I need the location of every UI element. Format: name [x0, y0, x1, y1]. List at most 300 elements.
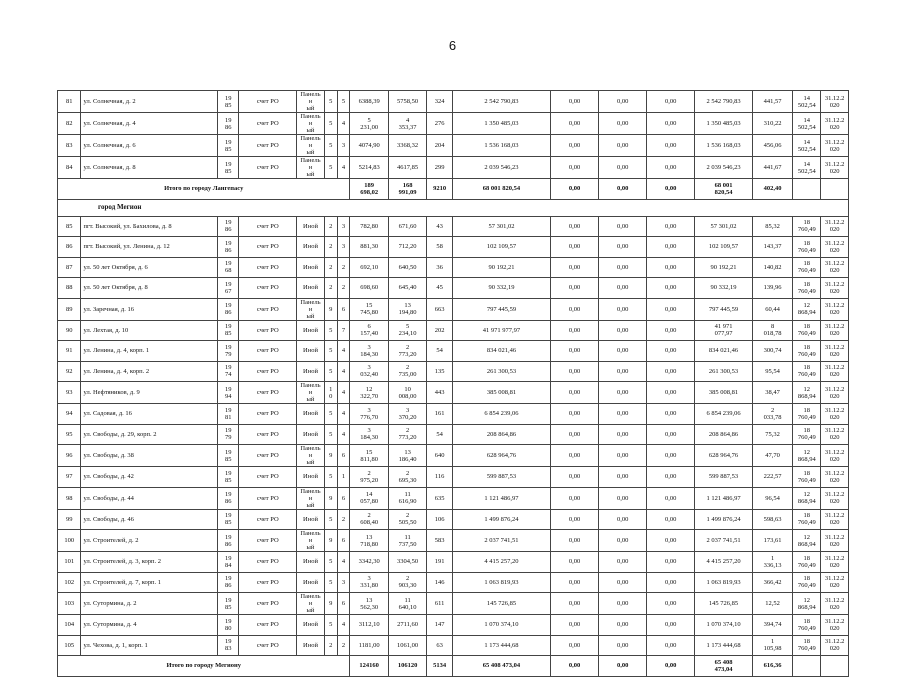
- table-cell: 9: [324, 593, 337, 615]
- table-cell: 6: [337, 487, 350, 509]
- table-cell: 54: [427, 341, 453, 362]
- table-cell: 2 039 546,23: [452, 157, 550, 179]
- table-cell: 5: [324, 341, 337, 362]
- table-cell: 0,00: [599, 382, 647, 404]
- table-cell: 5: [324, 467, 337, 488]
- table-cell: 139,96: [752, 278, 793, 299]
- table-cell: 95,54: [752, 361, 793, 382]
- table-row: [58, 257, 849, 278]
- table-cell: 31.12.2 020: [821, 445, 849, 467]
- table-row: [58, 157, 849, 179]
- table-cell: 90: [58, 320, 81, 341]
- table-cell: 9: [324, 298, 337, 320]
- table-cell: 145 726,85: [452, 593, 550, 615]
- table-cell: 31.12.2 020: [821, 113, 849, 135]
- table-cell: 3 370,20: [388, 404, 426, 425]
- table-cell: 12 868,94: [793, 593, 821, 615]
- table-cell: 161: [427, 404, 453, 425]
- table-cell: 43: [427, 216, 453, 237]
- table-cell: 12 868,94: [793, 298, 821, 320]
- table-cell: 0,00: [647, 361, 695, 382]
- table-row: [58, 572, 849, 593]
- table-cell: 89: [58, 298, 81, 320]
- table-cell: 19 84: [218, 552, 239, 573]
- table-cell: 102 109,57: [695, 237, 753, 258]
- table-cell: 5: [324, 157, 337, 179]
- table-cell: 102 109,57: [452, 237, 550, 258]
- total-cell: 0,00: [647, 179, 695, 200]
- table-cell: 2 773,20: [388, 424, 426, 445]
- table-cell: 18 760,49: [793, 635, 821, 656]
- table-cell: 0,00: [599, 424, 647, 445]
- table-row: [58, 635, 849, 656]
- total-cell: 65 408 473,04: [452, 656, 550, 677]
- total-cell: 68 001 820,54: [695, 179, 753, 200]
- table-cell: 5758,50: [388, 91, 426, 113]
- table-cell: 2 037 741,51: [695, 530, 753, 552]
- table-cell: 1 350 485,03: [452, 113, 550, 135]
- table-cell: 18 760,49: [793, 552, 821, 573]
- table-cell: Панельн ый: [297, 530, 325, 552]
- table-cell: 300,74: [752, 341, 793, 362]
- table-cell: 385 008,81: [695, 382, 753, 404]
- table-cell: 0,00: [647, 530, 695, 552]
- table-cell: 2 542 790,83: [695, 91, 753, 113]
- table-cell: 1 499 876,24: [695, 509, 753, 530]
- table-cell: ул. Солнечная, д. 8: [81, 157, 218, 179]
- table-cell: 0,00: [599, 320, 647, 341]
- table-cell: 4074,90: [350, 135, 388, 157]
- table-cell: 0,00: [599, 572, 647, 593]
- table-cell: 13 718,80: [350, 530, 388, 552]
- table-cell: 299: [427, 157, 453, 179]
- table-cell: 12,52: [752, 593, 793, 615]
- table-cell: 628 964,76: [452, 445, 550, 467]
- table-cell: 1 063 819,93: [452, 572, 550, 593]
- table-cell: 18 760,49: [793, 216, 821, 237]
- table-cell: 834 021,46: [452, 341, 550, 362]
- table-body: [58, 91, 849, 677]
- table-cell: 3: [337, 237, 350, 258]
- table-row: [58, 320, 849, 341]
- table-cell: Иной: [297, 237, 325, 258]
- table-cell: 31.12.2 020: [821, 298, 849, 320]
- table-cell: 2 039 546,23: [695, 157, 753, 179]
- table-cell: 0,00: [647, 424, 695, 445]
- table-cell: 19 85: [218, 320, 239, 341]
- table-cell: Панельн ый: [297, 382, 325, 404]
- table-cell: 84: [58, 157, 81, 179]
- table-cell: 14 502,54: [793, 157, 821, 179]
- table-cell: счет РО: [239, 361, 297, 382]
- table-cell: 5: [324, 320, 337, 341]
- table-cell: 19 83: [218, 635, 239, 656]
- table-cell: 18 760,49: [793, 424, 821, 445]
- table-cell: 93: [58, 382, 81, 404]
- table-cell: 2: [337, 257, 350, 278]
- table-cell: 0,00: [599, 298, 647, 320]
- table-cell: 2: [324, 237, 337, 258]
- table-cell: 3 776,70: [350, 404, 388, 425]
- table-cell: 0,00: [647, 593, 695, 615]
- table-cell: 6: [337, 530, 350, 552]
- table-cell: Панельн ый: [297, 298, 325, 320]
- table-cell: 0,00: [599, 445, 647, 467]
- table-cell: 2 695,30: [388, 467, 426, 488]
- table-cell: 12 868,94: [793, 487, 821, 509]
- table-cell: 58: [427, 237, 453, 258]
- table-cell: счет РО: [239, 404, 297, 425]
- table-cell: 0,00: [599, 341, 647, 362]
- total-cell: 168 991,09: [388, 179, 426, 200]
- table-cell: 583: [427, 530, 453, 552]
- table-cell: Иной: [297, 572, 325, 593]
- total-cell: 616,36: [752, 656, 793, 677]
- table-cell: 31.12.2 020: [821, 341, 849, 362]
- table-cell: счет РО: [239, 487, 297, 509]
- table-cell: Иной: [297, 424, 325, 445]
- table-cell: пгт. Высокий, ул. Бахилова, д. 8: [81, 216, 218, 237]
- table-cell: 18 760,49: [793, 572, 821, 593]
- table-cell: 19 80: [218, 615, 239, 636]
- table-cell: 1 173 444,68: [452, 635, 550, 656]
- table-cell: 4: [337, 404, 350, 425]
- table-cell: 0,00: [647, 635, 695, 656]
- table-cell: 202: [427, 320, 453, 341]
- table-cell: 96: [58, 445, 81, 467]
- table-cell: Панельн ый: [297, 91, 325, 113]
- table-cell: 19 85: [218, 91, 239, 113]
- table-cell: Панельн ый: [297, 593, 325, 615]
- table-cell: 1 105,98: [752, 635, 793, 656]
- table-cell: 2 608,40: [350, 509, 388, 530]
- table-cell: 31.12.2 020: [821, 404, 849, 425]
- table-cell: 11 640,10: [388, 593, 426, 615]
- table-cell: 116: [427, 467, 453, 488]
- table-cell: 0,00: [647, 467, 695, 488]
- table-cell: 5: [324, 113, 337, 135]
- table-cell: 31.12.2 020: [821, 320, 849, 341]
- table-cell: 310,22: [752, 113, 793, 135]
- table-cell: Иной: [297, 341, 325, 362]
- total-cell: 0,00: [551, 179, 599, 200]
- table-cell: 11 616,90: [388, 487, 426, 509]
- table-cell: 5: [337, 91, 350, 113]
- table-cell: 19 94: [218, 382, 239, 404]
- table-cell: 11 737,50: [388, 530, 426, 552]
- table-cell: счет РО: [239, 635, 297, 656]
- table-cell: 635: [427, 487, 453, 509]
- table-cell: 31.12.2 020: [821, 157, 849, 179]
- total-cell: 0,00: [551, 656, 599, 677]
- table-cell: 83: [58, 135, 81, 157]
- table-cell: 0,00: [647, 237, 695, 258]
- table-cell: 18 760,49: [793, 278, 821, 299]
- table-cell: 443: [427, 382, 453, 404]
- table-cell: 31.12.2 020: [821, 615, 849, 636]
- table-cell: 0,00: [599, 257, 647, 278]
- table-cell: 12 322,70: [350, 382, 388, 404]
- table-cell: 31.12.2 020: [821, 135, 849, 157]
- table-cell: ул. Солнечная, д. 4: [81, 113, 218, 135]
- total-label: Итого по городу Мегиону: [58, 656, 350, 677]
- total-cell: 0,00: [599, 656, 647, 677]
- table-cell: счет РО: [239, 530, 297, 552]
- table-row: [58, 237, 849, 258]
- table-cell: 0,00: [551, 135, 599, 157]
- table-cell: 0,00: [551, 615, 599, 636]
- table-cell: 18 760,49: [793, 361, 821, 382]
- table-cell: 797 445,59: [452, 298, 550, 320]
- table-cell: 10 008,00: [388, 382, 426, 404]
- table-cell: 87: [58, 257, 81, 278]
- table-cell: 191: [427, 552, 453, 573]
- table-row: [58, 487, 849, 509]
- table-cell: 3112,10: [350, 615, 388, 636]
- table-cell: 640,50: [388, 257, 426, 278]
- table-cell: ул. 50 лет Октября, д. 6: [81, 257, 218, 278]
- table-cell: счет РО: [239, 157, 297, 179]
- total-cell: [793, 656, 821, 677]
- table-cell: 0,00: [551, 635, 599, 656]
- table-cell: Иной: [297, 404, 325, 425]
- table-cell: 0,00: [551, 509, 599, 530]
- table-cell: 0,00: [647, 445, 695, 467]
- table-row: [58, 135, 849, 157]
- table-cell: 2 505,50: [388, 509, 426, 530]
- table-cell: 0,00: [551, 467, 599, 488]
- table-cell: 4 353,37: [388, 113, 426, 135]
- table-cell: 1 0: [324, 382, 337, 404]
- table-cell: 0,00: [551, 157, 599, 179]
- table-cell: 261 300,53: [452, 361, 550, 382]
- table-cell: 0,00: [599, 593, 647, 615]
- table-cell: 101: [58, 552, 81, 573]
- table-cell: 2: [324, 635, 337, 656]
- table-cell: 0,00: [551, 216, 599, 237]
- table-cell: 0,00: [599, 216, 647, 237]
- table-cell: 4 415 257,20: [695, 552, 753, 573]
- table-cell: 4: [337, 113, 350, 135]
- table-cell: 12 868,94: [793, 445, 821, 467]
- table-cell: ул. Нефтяников, д. 9: [81, 382, 218, 404]
- table-cell: 671,60: [388, 216, 426, 237]
- table-cell: 92: [58, 361, 81, 382]
- table-cell: счет РО: [239, 135, 297, 157]
- table-cell: 96,54: [752, 487, 793, 509]
- table-cell: 90 332,19: [452, 278, 550, 299]
- table-cell: ул. Солнечная, д. 6: [81, 135, 218, 157]
- table-cell: 640: [427, 445, 453, 467]
- table-cell: 1 063 819,93: [695, 572, 753, 593]
- table-cell: 0,00: [599, 157, 647, 179]
- table-cell: 0,00: [599, 615, 647, 636]
- total-cell: 65 408 473,04: [695, 656, 753, 677]
- table-cell: 31.12.2 020: [821, 237, 849, 258]
- table-cell: ул. Строителей, д. 2: [81, 530, 218, 552]
- table-cell: 4: [337, 552, 350, 573]
- table-cell: счет РО: [239, 552, 297, 573]
- table-cell: 18 760,49: [793, 257, 821, 278]
- table-cell: 1 070 374,10: [452, 615, 550, 636]
- table-cell: 31.12.2 020: [821, 593, 849, 615]
- table-cell: 4617,85: [388, 157, 426, 179]
- table-cell: 31.12.2 020: [821, 487, 849, 509]
- table-cell: 31.12.2 020: [821, 467, 849, 488]
- table-cell: 1 536 168,03: [452, 135, 550, 157]
- table-cell: 5: [324, 135, 337, 157]
- table-cell: 0,00: [551, 530, 599, 552]
- register-table: [57, 90, 849, 677]
- table-cell: 5: [324, 552, 337, 573]
- table-row: [58, 216, 849, 237]
- table-cell: 0,00: [551, 298, 599, 320]
- table-cell: счет РО: [239, 509, 297, 530]
- table-cell: 5214,83: [350, 157, 388, 179]
- table-cell: 0,00: [551, 445, 599, 467]
- table-cell: 456,06: [752, 135, 793, 157]
- table-cell: 15 811,80: [350, 445, 388, 467]
- total-row: [58, 179, 849, 200]
- table-cell: 15 745,80: [350, 298, 388, 320]
- table-cell: 91: [58, 341, 81, 362]
- table-cell: 140,82: [752, 257, 793, 278]
- table-cell: 0,00: [551, 278, 599, 299]
- table-cell: 36: [427, 257, 453, 278]
- table-cell: 2: [324, 216, 337, 237]
- table-cell: 6: [337, 593, 350, 615]
- table-cell: 0,00: [551, 552, 599, 573]
- table-cell: 3 184,30: [350, 424, 388, 445]
- table-cell: 18 760,49: [793, 467, 821, 488]
- table-cell: 3 331,80: [350, 572, 388, 593]
- table-cell: 60,44: [752, 298, 793, 320]
- table-cell: 4: [337, 361, 350, 382]
- table-cell: 1 121 486,97: [452, 487, 550, 509]
- table-cell: 0,00: [647, 320, 695, 341]
- table-cell: 95: [58, 424, 81, 445]
- total-cell: [793, 179, 821, 200]
- table-cell: 1 121 486,97: [695, 487, 753, 509]
- table-cell: 57 301,02: [695, 216, 753, 237]
- table-row: [58, 278, 849, 299]
- table-cell: 135: [427, 361, 453, 382]
- table-cell: 19 85: [218, 509, 239, 530]
- table-cell: 19 86: [218, 237, 239, 258]
- table-cell: Панельн ый: [297, 135, 325, 157]
- table-cell: 3: [337, 572, 350, 593]
- table-cell: 5: [324, 509, 337, 530]
- table-cell: Иной: [297, 467, 325, 488]
- table-cell: 5 234,10: [388, 320, 426, 341]
- total-cell: 124160: [350, 656, 388, 677]
- table-cell: 6: [337, 298, 350, 320]
- table-cell: 0,00: [647, 216, 695, 237]
- table-cell: ул. Свободы, д. 29, корп. 2: [81, 424, 218, 445]
- table-cell: 19 86: [218, 487, 239, 509]
- table-cell: 100: [58, 530, 81, 552]
- table-row: [58, 91, 849, 113]
- table-cell: 82: [58, 113, 81, 135]
- table-cell: 0,00: [647, 615, 695, 636]
- table-cell: счет РО: [239, 216, 297, 237]
- table-cell: Панельн ый: [297, 445, 325, 467]
- table-cell: счет РО: [239, 615, 297, 636]
- table-cell: 31.12.2 020: [821, 216, 849, 237]
- table-cell: 2: [337, 509, 350, 530]
- table-cell: 797 445,59: [695, 298, 753, 320]
- table-cell: 47,70: [752, 445, 793, 467]
- table-cell: 18 760,49: [793, 615, 821, 636]
- table-cell: 366,42: [752, 572, 793, 593]
- table-cell: 2: [337, 635, 350, 656]
- table-cell: 54: [427, 424, 453, 445]
- table-cell: 782,80: [350, 216, 388, 237]
- table-cell: 4: [337, 341, 350, 362]
- table-cell: 9: [324, 530, 337, 552]
- table-cell: 0,00: [599, 509, 647, 530]
- table-cell: 88: [58, 278, 81, 299]
- table-cell: 31.12.2 020: [821, 257, 849, 278]
- table-cell: счет РО: [239, 593, 297, 615]
- table-cell: 18 760,49: [793, 320, 821, 341]
- table-cell: 5: [324, 615, 337, 636]
- table-cell: 0,00: [647, 487, 695, 509]
- table-cell: 208 864,86: [695, 424, 753, 445]
- table-cell: 18 760,49: [793, 341, 821, 362]
- table-cell: 19 86: [218, 572, 239, 593]
- table-cell: 7: [337, 320, 350, 341]
- table-cell: 41 971 977,97: [452, 320, 550, 341]
- table-cell: 0,00: [647, 572, 695, 593]
- table-cell: Иной: [297, 615, 325, 636]
- table-cell: 57 301,02: [452, 216, 550, 237]
- table-cell: 63: [427, 635, 453, 656]
- table-cell: 9: [324, 445, 337, 467]
- table-cell: ул. Сутормина, д. 2: [81, 593, 218, 615]
- table-cell: 31.12.2 020: [821, 572, 849, 593]
- table-cell: 19 86: [218, 298, 239, 320]
- total-cell: 9210: [427, 179, 453, 200]
- table-cell: 0,00: [647, 404, 695, 425]
- table-cell: 19 86: [218, 113, 239, 135]
- table-cell: 0,00: [551, 572, 599, 593]
- table-cell: 0,00: [647, 278, 695, 299]
- table-cell: 6 854 239,06: [452, 404, 550, 425]
- table-cell: 38,47: [752, 382, 793, 404]
- table-cell: 14 057,80: [350, 487, 388, 509]
- table-cell: счет РО: [239, 424, 297, 445]
- table-cell: 146: [427, 572, 453, 593]
- table-cell: 105: [58, 635, 81, 656]
- table-cell: 31.12.2 020: [821, 530, 849, 552]
- table-cell: 0,00: [599, 552, 647, 573]
- total-cell: 106120: [388, 656, 426, 677]
- table-cell: ул. Чехова, д. 1, корп. 1: [81, 635, 218, 656]
- table-cell: 3: [337, 135, 350, 157]
- table-cell: 0,00: [599, 404, 647, 425]
- table-cell: 4: [337, 382, 350, 404]
- table-cell: 3368,32: [388, 135, 426, 157]
- table-cell: 0,00: [599, 530, 647, 552]
- table-cell: 0,00: [551, 593, 599, 615]
- table-cell: 19 79: [218, 424, 239, 445]
- table-cell: ул. Ленина, д. 4, корп. 2: [81, 361, 218, 382]
- table-cell: 14 502,54: [793, 135, 821, 157]
- table-cell: 1 336,13: [752, 552, 793, 573]
- city-header-row: [58, 199, 849, 216]
- table-cell: 6 157,40: [350, 320, 388, 341]
